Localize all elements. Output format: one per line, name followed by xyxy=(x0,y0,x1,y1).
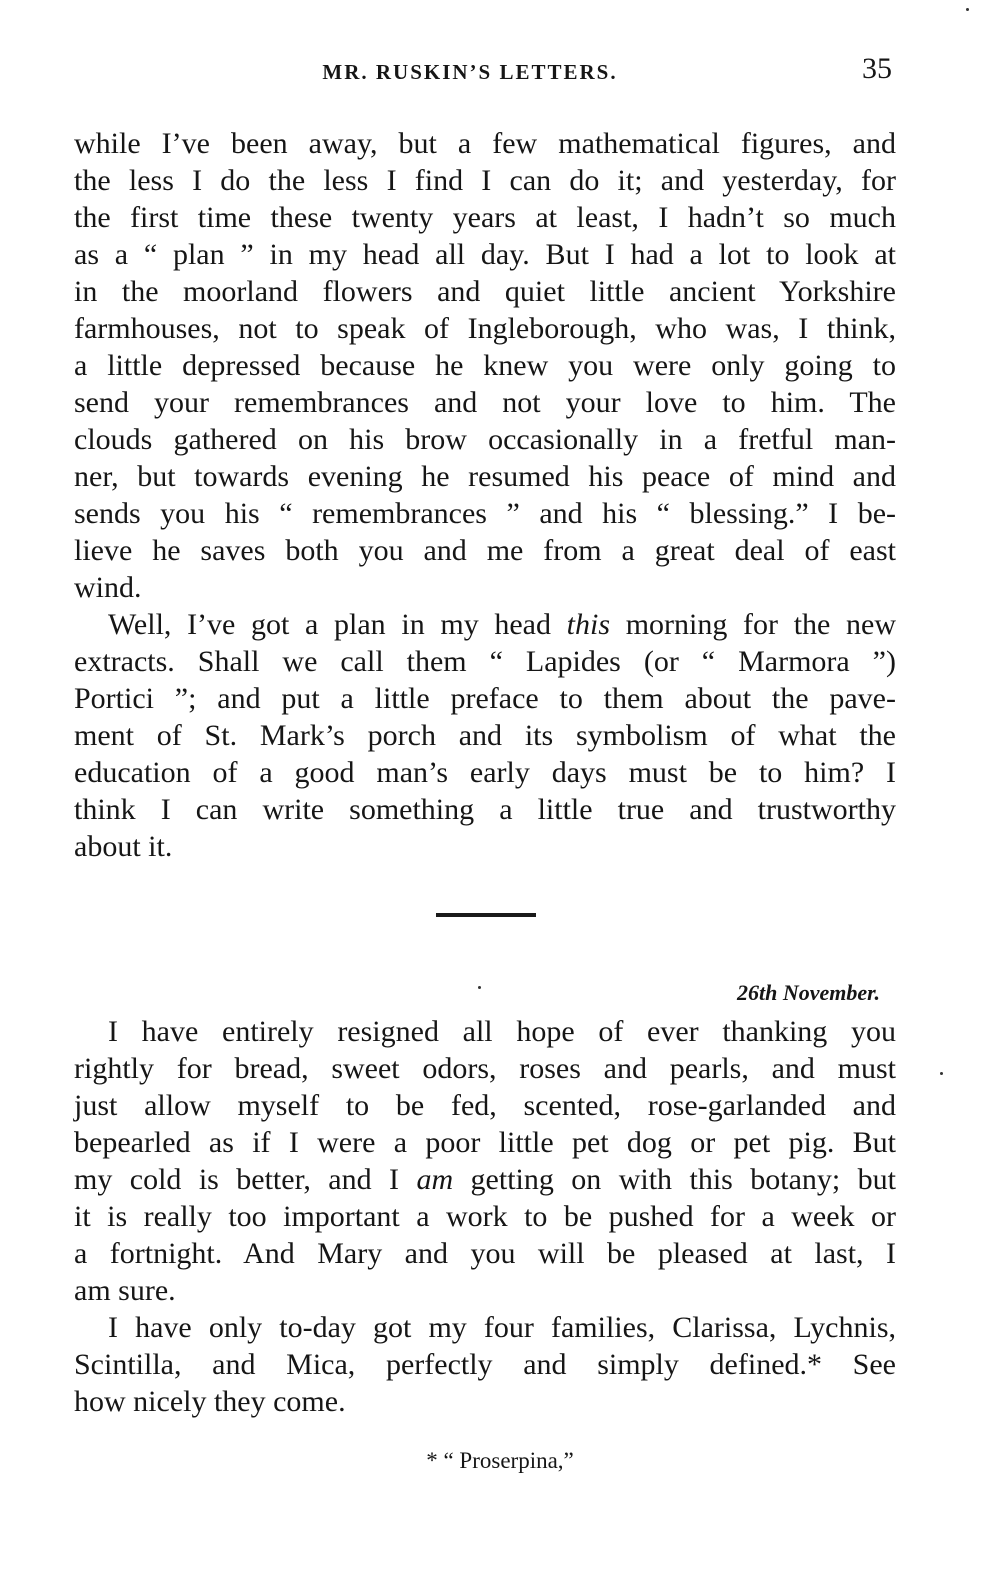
text-line: education of a good man’s early days must be to him? I xyxy=(74,756,896,789)
text-line: the first time these twenty years at least, I hadn’t so much xyxy=(74,201,896,234)
text-line: Scintilla, and Mica, perfectly and simply defined.* See xyxy=(74,1348,896,1381)
emphasis-text: this xyxy=(566,608,611,641)
text-line: the less I do the less I find I can do it; and yesterday, for xyxy=(74,164,896,197)
text-line: it is really too important a work to be pushed for a week or xyxy=(74,1200,896,1233)
text-line: lieve he saves both you and me from a great deal of east xyxy=(74,534,896,567)
text-line: a fortnight. And Mary and you will be pleased at last, I xyxy=(74,1237,896,1270)
text-line: clouds gathered on his brow occasionally in a fretful man- xyxy=(74,423,896,456)
text-line: bepearled as if I were a poor little pet dog or pet pig. But xyxy=(74,1126,896,1159)
text-line: in the moorland flowers and quiet little ancient Yorkshire xyxy=(74,275,896,308)
running-head xyxy=(0,52,1000,92)
running-title: MR. RUSKIN’S LETTERS. xyxy=(322,60,618,84)
text-line: about it. xyxy=(74,830,173,863)
paragraph-start-line xyxy=(74,606,896,643)
paragraph-start-line: I have only to-day got my four families, Clarissa, Lychnis, xyxy=(108,1311,896,1344)
print-speck xyxy=(966,8,969,11)
text-line: as a “ plan ” in my head all day. But I had a lot to look at xyxy=(74,238,896,271)
text-run: my cold is better, and I xyxy=(74,1163,417,1196)
paragraph-start-line: I have entirely resigned all hope of ever thanking you xyxy=(108,1015,896,1048)
emphasis-text: am xyxy=(416,1163,454,1196)
print-speck xyxy=(940,1072,943,1075)
section-divider xyxy=(436,913,536,917)
text-line: send your remembrances and not your love to him. The xyxy=(74,386,896,419)
text-line: sends you his “ remembrances ” and his “ blessing.” I be- xyxy=(74,497,896,530)
text-line: Portici ”; and put a little preface to them about the pave- xyxy=(74,682,896,715)
text-line: how nicely they come. xyxy=(74,1385,346,1418)
print-speck xyxy=(478,986,481,989)
letter-date: 26th November. xyxy=(737,980,880,1005)
letter-continuation xyxy=(74,125,896,865)
text-line: ment of St. Mark’s porch and its symbolism of what the xyxy=(74,719,896,752)
text-line: rightly for bread, sweet odors, roses and pearls, and must xyxy=(74,1052,896,1085)
text-line: think I can write something a little true and trustworthy xyxy=(74,793,896,826)
page-number: 35 xyxy=(862,52,892,85)
text-line xyxy=(74,1161,896,1198)
text-line: wind. xyxy=(74,571,142,604)
text-run: Well, I’ve got a plan in my head xyxy=(108,608,567,641)
text-line: while I’ve been away, but a few mathematical figures, and xyxy=(74,127,896,160)
text-line: a little depressed because he knew you were only going to xyxy=(74,349,896,382)
text-run: getting on with this botany; but xyxy=(453,1163,896,1196)
text-line: extracts. Shall we call them “ Lapides (or “ Marmora ”) xyxy=(74,645,896,678)
text-line: ner, but towards evening he resumed his peace of mind and xyxy=(74,460,896,493)
footnote: * “ Proserpina,” xyxy=(426,1448,574,1473)
text-line: just allow myself to be fed, scented, rose-garlanded and xyxy=(74,1089,896,1122)
text-run: morning for the new xyxy=(610,608,896,641)
letter-body xyxy=(74,1013,896,1420)
text-line: am sure. xyxy=(74,1274,176,1307)
text-line: farmhouses, not to speak of Ingleborough, who was, I think, xyxy=(74,312,896,345)
